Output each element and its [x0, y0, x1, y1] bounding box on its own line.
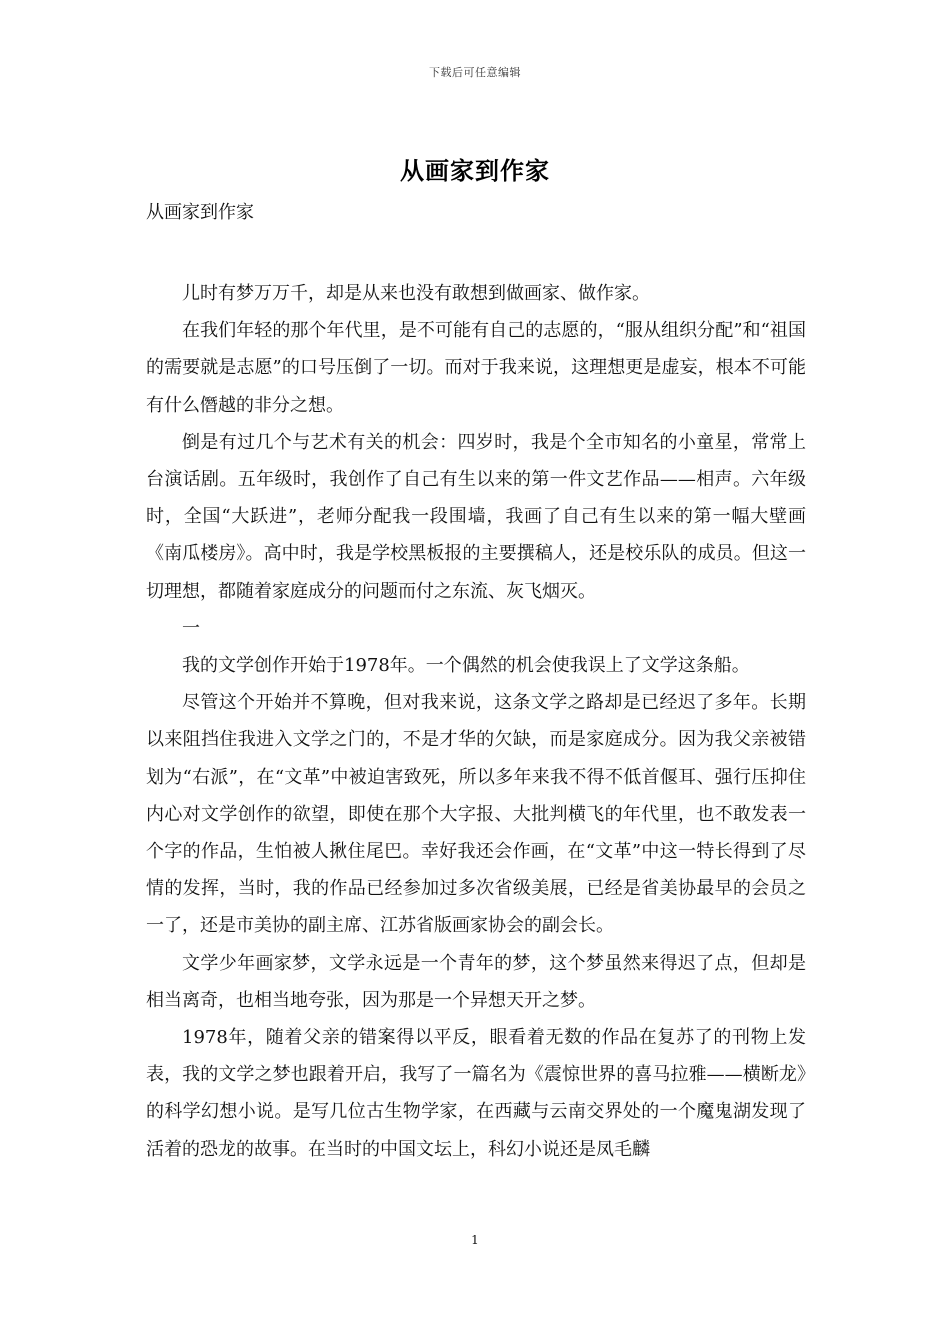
document-subtitle: 从画家到作家 [146, 202, 254, 223]
document-body [146, 275, 806, 1168]
paragraph: 我的文学创作开始于1978年。一个偶然的机会使我误上了文学这条船。 [182, 655, 750, 677]
paragraph: 尽管这个开始并不算晚，但对我来说，这条文学之路却是已经迟了多年。长期以来阻挡住我进入文学之门的，不是才华的欠缺，而是家庭成分。因为我父亲被错划为“右派”，在“文革”中被迫害致死，所以多年来我不得不低首偃耳、强行压抑住内心对文学创作的欲望，即使在那个大字报、大批判横飞的年代里，也不敢发表一个字的作品，生怕被人揪住尾巴。幸好我还会作画，在“文革”中这一特长得到了尽情的发挥，当时，我的作品已经参加过多次省级美展，已经是省美协最早的会员之一了，还是市美协的副主席、江苏省版画家协会的副会长。 [146, 692, 806, 937]
paragraph: 1978年，随着父亲的错案得以平反，眼看着无数的作品在复苏了的刊物上发表，我的文学之梦也跟着开启，我写了一篇名为《震惊世界的喜马拉雅——横断龙》的科学幻想小说。是写几位古生物学家，在西藏与云南交界处的一个魔鬼湖发现了活着的恐龙的故事。在当时的中国文坛上，科幻小说还是凤毛麟 [146, 1027, 806, 1160]
page-number: 1 [471, 1233, 479, 1247]
section-marker: 一 [182, 617, 200, 639]
paragraph: 儿时有梦万万千，却是从来也没有敢想到做画家、做作家。 [182, 283, 650, 304]
paragraph: 文学少年画家梦，文学永远是一个青年的梦，这个梦虽然来得迟了点，但却是相当离奇，也相当地夸张，因为那是一个异想天开之梦。 [146, 952, 806, 1011]
document-title: 从画家到作家 [400, 156, 550, 185]
paragraph: 倒是有过几个与艺术有关的机会：四岁时，我是个全市知名的小童星，常常上台演话剧。五年级时，我创作了自己有生以来的第一件文艺作品——相声。六年级时，全国“大跃进”，老师分配我一段围墙，我画了自己有生以来的第一幅大壁画《南瓜楼房》。高中时，我是学校黑板报的主要撰稿人，还是校乐队的成员。但这一切理想，都随着家庭成分的问题而付之东流、灰飞烟灭。 [146, 431, 806, 602]
page-header: 下载后可任意编辑 [429, 66, 521, 79]
paragraph: 在我们年轻的那个年代里，是不可能有自己的志愿的，“服从组织分配”和“祖国的需要就是志愿”的口号压倒了一切。而对于我来说，这理想更是虚妄，根本不可能有什么僭越的非分之想。 [146, 320, 806, 416]
